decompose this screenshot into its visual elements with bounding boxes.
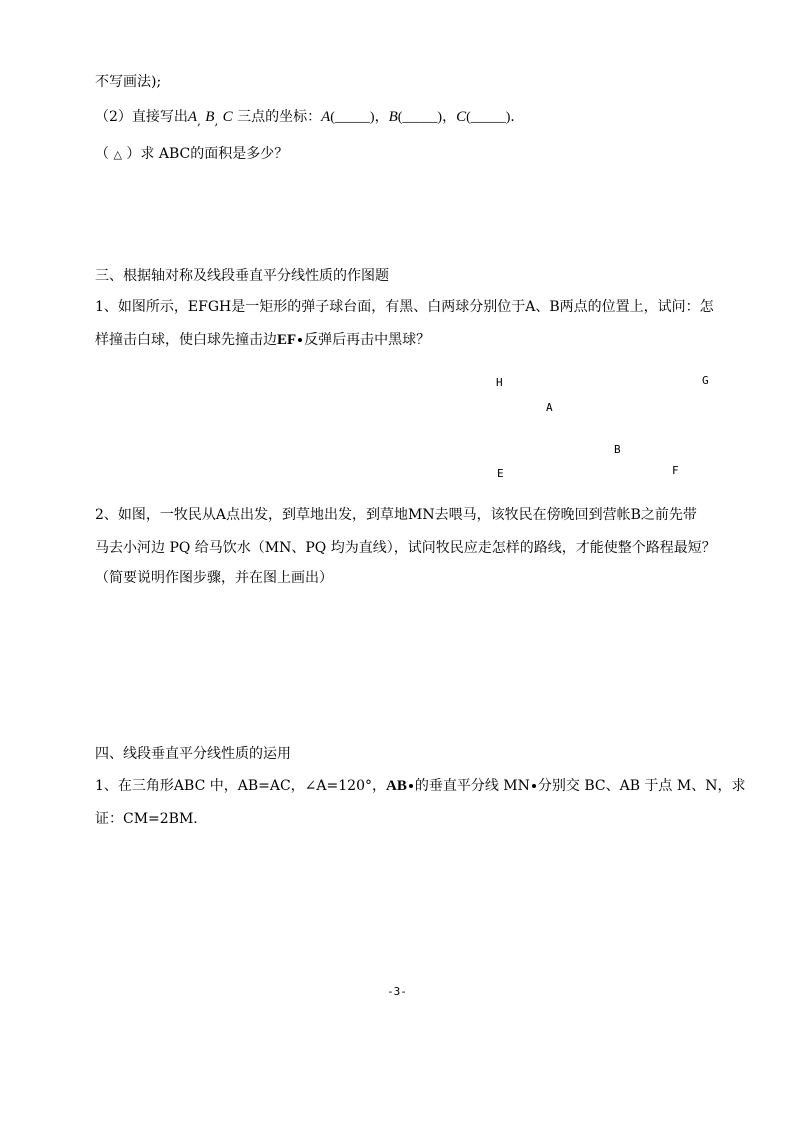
coord-c-label: C bbox=[456, 109, 467, 125]
q3-close: ）求 bbox=[126, 146, 155, 162]
q2-prefix: （2）直接写出 bbox=[95, 109, 188, 125]
s4-pre: 1、在三角形ABC 中，AB=AC，∠A=120°， bbox=[95, 778, 386, 794]
label-a: A bbox=[546, 401, 553, 414]
bullet-dot-2 bbox=[409, 784, 413, 788]
point-b-prime: B bbox=[205, 109, 215, 125]
segment-ab: AB bbox=[385, 778, 407, 794]
s4-post: 的垂直平分线 MN bbox=[414, 778, 530, 794]
comma-1: ， bbox=[374, 109, 389, 125]
question-3 bbox=[95, 144, 288, 165]
question-2: （2）直接写出$A_,$ $B_,$ C 三点的坐标：A(_____)，B(_____)，C(_____)． bbox=[95, 109, 525, 128]
q2-mid: 三点的坐标： bbox=[237, 109, 322, 125]
s4-end: 分别交 BC、AB 于点 M、N，求 bbox=[537, 778, 746, 794]
p1b-post: 反弹后再击中黑球？ bbox=[304, 332, 431, 348]
label-e: E bbox=[497, 467, 504, 480]
bullet-dot bbox=[298, 338, 302, 342]
section-3-p2-line2: 马去小河边 PQ 给马饮水（MN、PQ 均为直线），试问牧民应走怎样的路线，才能使整个路程最短？ bbox=[95, 540, 716, 556]
coord-b-blank: (_____) bbox=[397, 110, 443, 125]
comma-2: ， bbox=[442, 109, 457, 125]
bullet-dot-3 bbox=[532, 784, 536, 788]
edge-ef: EF bbox=[277, 332, 297, 348]
section-4-title: 四、线段垂直平分线性质的运用 bbox=[95, 746, 291, 762]
p1b-pre: 样撞击白球，使白球先撞击边 bbox=[95, 332, 277, 348]
coord-a-label: A bbox=[321, 109, 331, 125]
label-h: H bbox=[496, 376, 503, 389]
coord-b-label: B bbox=[388, 109, 398, 125]
section-4-p1-line2: 证：CM=2BM. bbox=[95, 811, 198, 827]
point-a-prime: A bbox=[187, 109, 198, 125]
point-c-prime: C bbox=[222, 109, 233, 125]
label-g: G bbox=[702, 374, 709, 387]
q3-open: （ bbox=[95, 146, 109, 162]
label-f: F bbox=[672, 464, 679, 477]
section-3-p1-line2 bbox=[95, 330, 430, 350]
section-3-p1-line1: 1、如图所示，EFGH是一矩形的弹子球台面，有黑、白两球分别位于A、B两点的位置上，试问：怎 bbox=[95, 299, 714, 315]
label-b: B bbox=[614, 443, 621, 456]
q3-text: ABC的面积是多少？ bbox=[158, 146, 289, 162]
coord-c-blank: (_____) bbox=[466, 110, 511, 125]
triangle-icon: △ bbox=[113, 148, 122, 161]
section-3-title: 三、根据轴对称及线段垂直平分线性质的作图题 bbox=[95, 268, 389, 284]
text-line-1: 不写画法); bbox=[95, 74, 162, 90]
q2-end: ． bbox=[510, 109, 525, 125]
section-3-p2-line3: （简要说明作图步骤，并在图上画出） bbox=[95, 570, 333, 586]
section-4-p1-line1 bbox=[95, 776, 745, 796]
section-3-p2-line1: 2、如图，一牧民从A点出发，到草地出发，到草地MN去喂马，该牧民在傍晚回到营帐B之前先带 bbox=[95, 507, 697, 523]
page-number: -3- bbox=[387, 985, 407, 998]
coord-a-blank: (_____) bbox=[330, 110, 375, 125]
